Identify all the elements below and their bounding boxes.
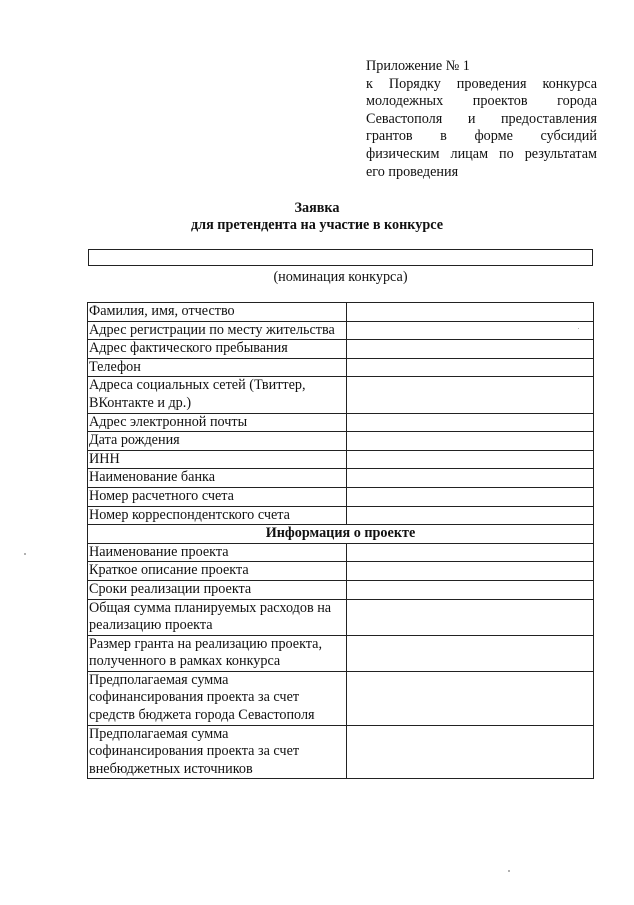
- inn-field[interactable]: [347, 450, 594, 469]
- row-label-grant-amount: Размер гранта на реализацию проекта, полученного в рамках конкурса: [88, 635, 347, 671]
- nomination-caption: (номинация конкурса): [273, 269, 408, 285]
- row-label-project-name: Наименование проекта: [88, 543, 347, 562]
- application-table: [87, 302, 594, 779]
- row-label-correspondent-account: Номер корреспондентского счета: [88, 506, 347, 525]
- email-field[interactable]: [347, 413, 594, 432]
- bank-name-field[interactable]: [347, 469, 594, 488]
- table-row: [88, 432, 594, 451]
- actual-address-field[interactable]: [347, 340, 594, 359]
- table-row: [88, 340, 594, 359]
- budget-cofinancing-field[interactable]: [347, 671, 594, 725]
- row-label-phone: Телефон: [88, 358, 347, 377]
- total-expenses-field[interactable]: [347, 599, 594, 635]
- registration-address-field[interactable]: [347, 321, 594, 340]
- row-label-bank-name: Наименование банка: [88, 469, 347, 488]
- appendix-title: Приложение № 1: [366, 58, 470, 74]
- row-label-birth-date: Дата рождения: [88, 432, 347, 451]
- full-name-field[interactable]: [347, 303, 594, 322]
- project-name-field[interactable]: [347, 543, 594, 562]
- section-row: [88, 525, 594, 544]
- table-row: [88, 450, 594, 469]
- appendix-block: [366, 58, 597, 181]
- table-row: [88, 469, 594, 488]
- phone-field[interactable]: [347, 358, 594, 377]
- table-row: [88, 377, 594, 413]
- table-row: [88, 580, 594, 599]
- table-row: [88, 506, 594, 525]
- grant-amount-field[interactable]: [347, 635, 594, 671]
- table-row: [88, 487, 594, 506]
- row-label-total-expenses: Общая сумма планируемых расходов на реализацию проекта: [88, 599, 347, 635]
- correspondent-account-field[interactable]: [347, 506, 594, 525]
- birth-date-field[interactable]: [347, 432, 594, 451]
- row-label-budget-cofinancing: Предполагаемая сумма софинансирования проекта за счет средств бюджета города Севастополя: [88, 671, 347, 725]
- scan-speck: [24, 553, 26, 555]
- row-label-actual-address: Адрес фактического пребывания: [88, 340, 347, 359]
- table-row: [88, 635, 594, 671]
- form-title: Заявка: [294, 200, 340, 216]
- row-label-full-name: Фамилия, имя, отчество: [88, 303, 347, 322]
- scan-speck: [578, 328, 579, 329]
- appendix-text: к Порядку проведения конкурса молодежных проектов города Севастополя и предоставления грантов в форме субсидий физическим лицам по результатам его проведения: [366, 75, 597, 180]
- form-subtitle: для претендента на участие в конкурсе: [190, 217, 444, 233]
- table-row: [88, 321, 594, 340]
- row-label-settlement-account: Номер расчетного счета: [88, 487, 347, 506]
- table-row: [88, 543, 594, 562]
- row-label-email: Адрес электронной почты: [88, 413, 347, 432]
- project-timeline-field[interactable]: [347, 580, 594, 599]
- table-row: [88, 413, 594, 432]
- scan-speck: [508, 870, 510, 872]
- table-row: [88, 358, 594, 377]
- table-row: [88, 303, 594, 322]
- table-row: [88, 562, 594, 581]
- project-section-title: Информация о проекте: [88, 525, 594, 544]
- row-label-registration-address: Адрес регистрации по месту жительства: [88, 321, 347, 340]
- table-row: [88, 599, 594, 635]
- extrabudgetary-cofinancing-field[interactable]: [347, 725, 594, 779]
- row-label-social-networks: Адреса социальных сетей (Твиттер, ВКонтакте и др.): [88, 377, 347, 413]
- table-row: [88, 671, 594, 725]
- row-label-extrabudgetary-cofinancing: Предполагаемая сумма софинансирования проекта за счет внебюджетных источников: [88, 725, 347, 779]
- project-description-field[interactable]: [347, 562, 594, 581]
- social-networks-field[interactable]: [347, 377, 594, 413]
- row-label-project-timeline: Сроки реализации проекта: [88, 580, 347, 599]
- row-label-project-description: Краткое описание проекта: [88, 562, 347, 581]
- table-row: [88, 725, 594, 779]
- settlement-account-field[interactable]: [347, 487, 594, 506]
- nomination-field[interactable]: [88, 249, 593, 266]
- row-label-inn: ИНН: [88, 450, 347, 469]
